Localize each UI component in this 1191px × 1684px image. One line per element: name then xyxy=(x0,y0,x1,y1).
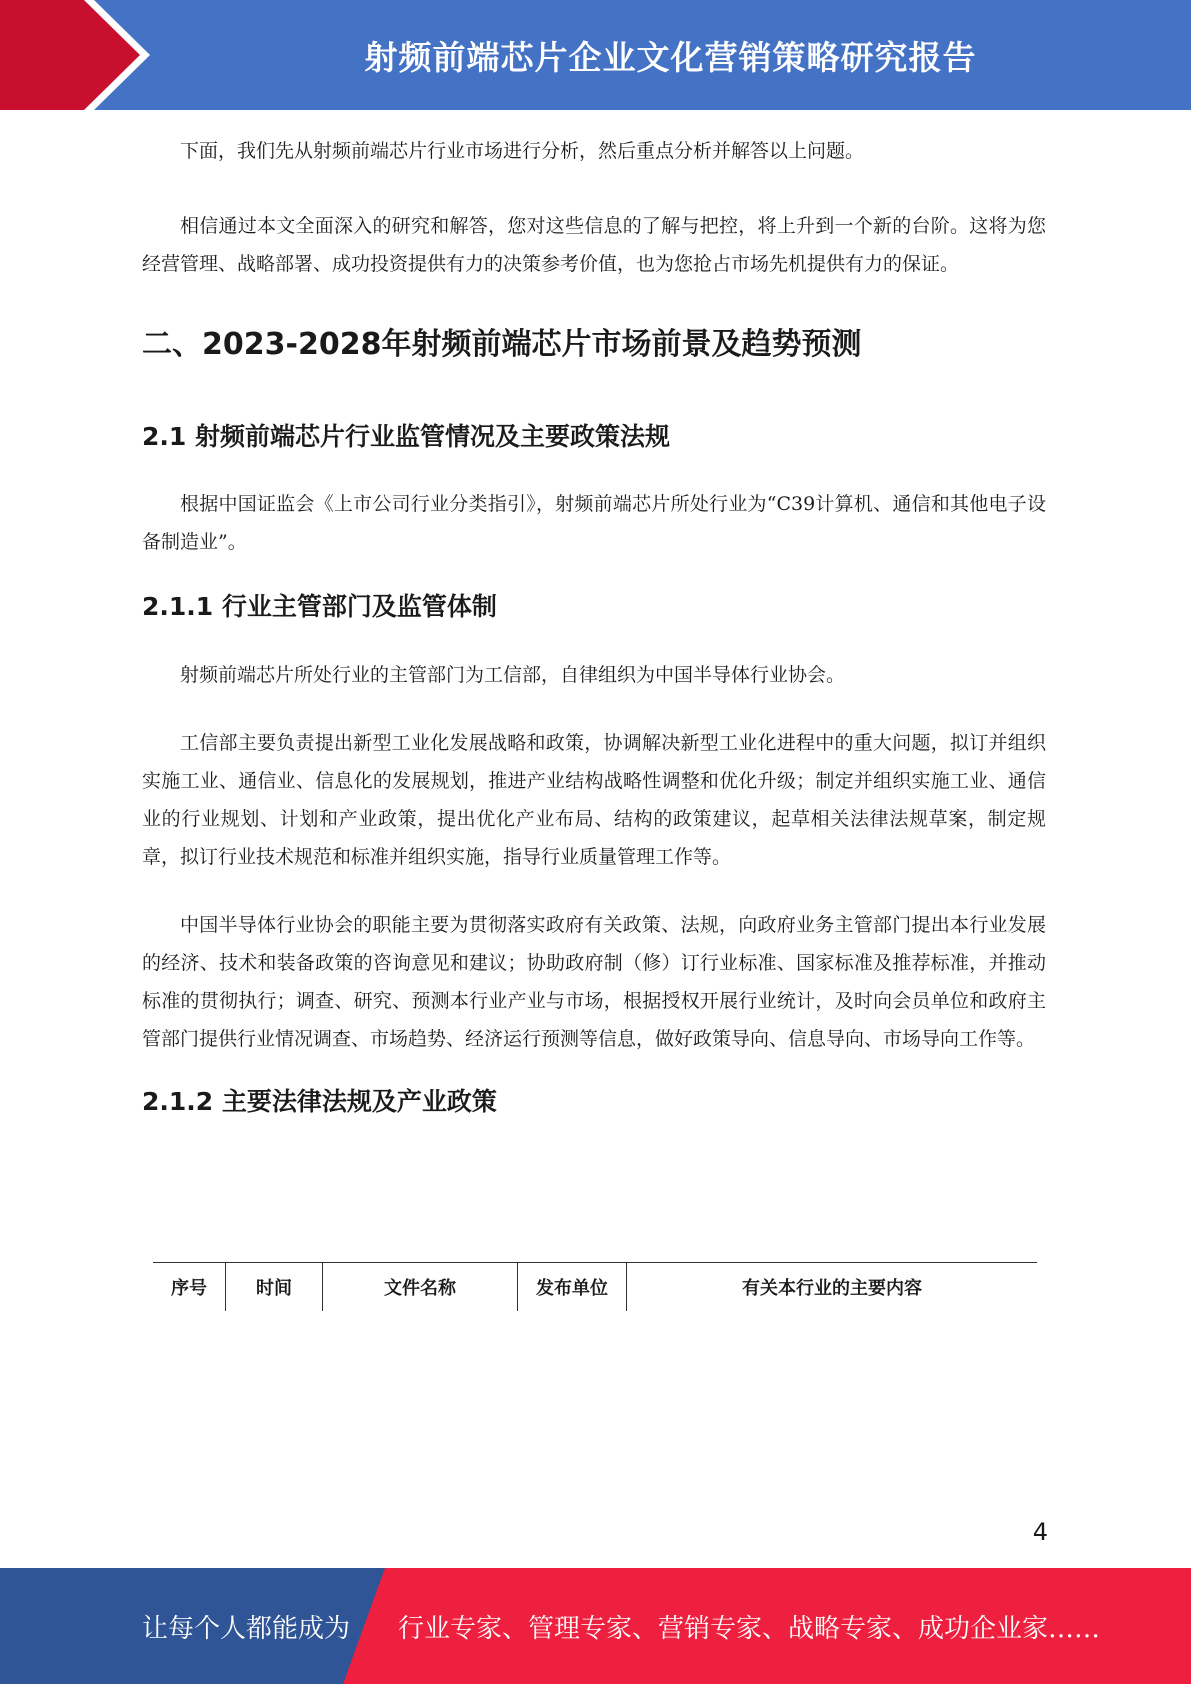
column-header-index: 序号 xyxy=(153,1263,226,1312)
column-header-document-name: 文件名称 xyxy=(323,1263,518,1312)
policy-table xyxy=(153,1262,1037,1311)
footer-slogan-left: 让每个人都能成为 xyxy=(142,1613,351,1644)
footer-slogan-right: 行业专家、管理专家、营销专家、战略专家、成功企业家…… xyxy=(398,1613,1101,1644)
header-chevron-arrow xyxy=(0,0,140,110)
footer-banner xyxy=(0,1568,1191,1684)
table-header-row xyxy=(153,1263,1037,1312)
subsection-heading-2-1-1: 2.1.1 行业主管部门及监管体制 xyxy=(142,592,497,621)
column-header-main-content: 有关本行业的主要内容 xyxy=(627,1263,1038,1312)
column-header-issuer: 发布单位 xyxy=(518,1263,627,1312)
supervision-paragraph-2: 工信部主要负责提出新型工业化发展战略和政策，协调解决新型工业化进程中的重大问题，拟订并组织实施工业、通信业、信息化的发展规划，推进产业结构战略性调整和优化升级；制定并组织实施工业、通信业的行业规划、计划和产业政策，提出优化产业布局、结构的政策建议，起草相关法律法规草案，制定规章，拟订行业技术规范和标准并组织实施，指导行业质量管理工作等。 xyxy=(142,732,1046,868)
report-title: 射频前端芯片企业文化营销策略研究报告 xyxy=(364,37,977,77)
supervision-paragraph-3: 中国半导体行业协会的职能主要为贯彻落实政府有关政策、法规，向政府业务主管部门提出本行业发展的经济、技术和装备政策的咨询意见和建议；协助政府制（修）订行业标准、国家标准及推荐标准，并推动标准的贯彻执行；调查、研究、预测本行业产业与市场，根据授权开展行业统计，及时向会员单位和政府主管部门提供行业情况调查、市场趋势、经济运行预测等信息，做好政策导向、信息导向、市场导向工作等。 xyxy=(142,914,1046,1050)
section-heading: 二、2023-2028年射频前端芯片市场前景及趋势预测 xyxy=(142,327,862,362)
header-banner xyxy=(0,0,1191,110)
supervision-paragraph-1: 射频前端芯片所处行业的主管部门为工信部，自律组织为中国半导体行业协会。 xyxy=(180,664,846,686)
subsection-heading-2-1: 2.1 射频前端芯片行业监管情况及主要政策法规 xyxy=(142,422,670,451)
intro-paragraph-1: 下面，我们先从射频前端芯片行业市场进行分析，然后重点分析并解答以上问题。 xyxy=(180,140,865,162)
subsection-heading-2-1-2: 2.1.2 主要法律法规及产业政策 xyxy=(142,1087,497,1116)
page-number: 4 xyxy=(1032,1518,1048,1546)
column-header-date: 时间 xyxy=(226,1263,323,1312)
intro-paragraph-2: 相信通过本文全面深入的研究和解答，您对这些信息的了解与把控，将上升到一个新的台阶。这将为您经营管理、战略部署、成功投资提供有力的决策参考价值，也为您抢占市场先机提供有力的保证。 xyxy=(142,215,1046,275)
page-content xyxy=(142,132,1046,1120)
subsection-2-1-paragraph: 根据中国证监会《上市公司行业分类指引》，射频前端芯片所处行业为“C39计算机、通信和其他电子设备制造业”。 xyxy=(142,493,1046,553)
